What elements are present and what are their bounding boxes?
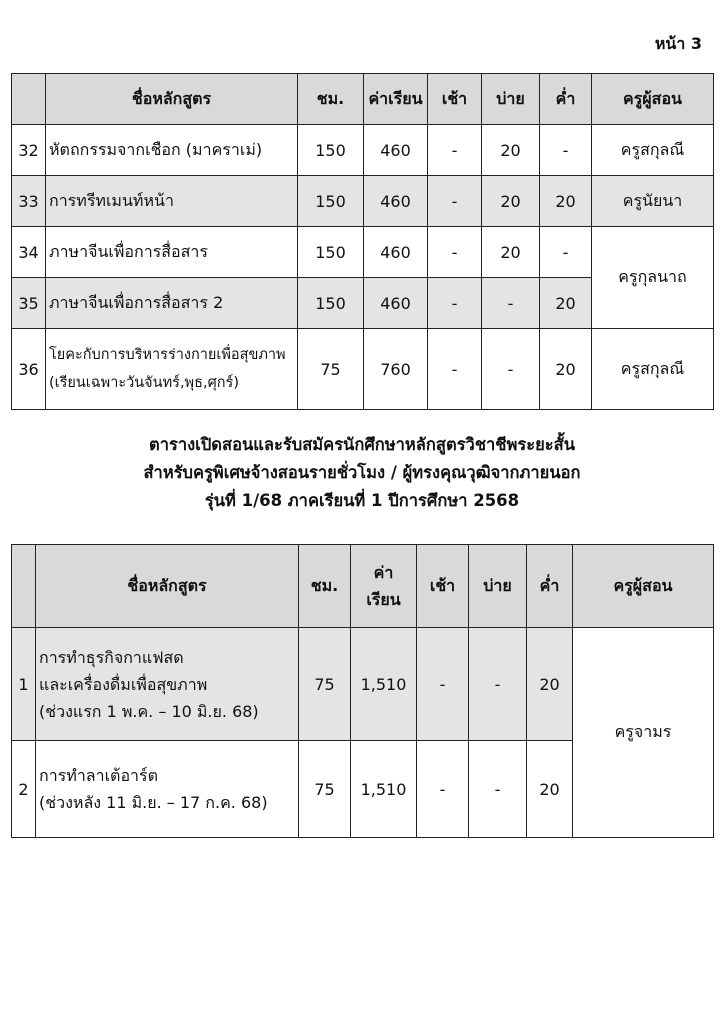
- course-name: [36, 741, 299, 838]
- morning: -: [428, 329, 482, 410]
- afternoon: -: [469, 741, 527, 838]
- row-no: 34: [12, 227, 46, 278]
- header-hours: ชม.: [298, 74, 364, 125]
- evening: -: [540, 125, 592, 176]
- fee: 460: [364, 278, 428, 329]
- table-row: [12, 628, 714, 741]
- course-name: [36, 628, 299, 741]
- course-table-2: [11, 544, 714, 838]
- fee: 1,510: [351, 628, 417, 741]
- evening: 20: [540, 329, 592, 410]
- header-evening: ค่ำ: [527, 545, 573, 628]
- header-no: [12, 545, 36, 628]
- course-table-1: [11, 73, 714, 410]
- morning: -: [417, 628, 469, 741]
- course-name: การทรีทเมนท์หน้า: [46, 176, 298, 227]
- fee: 1,510: [351, 741, 417, 838]
- evening: 20: [540, 176, 592, 227]
- table-row: [12, 125, 714, 176]
- table-row: [12, 329, 714, 410]
- header-fee-line-2: เรียน: [366, 590, 401, 609]
- row-no: 1: [12, 628, 36, 741]
- teacher: ครูสกุลณี: [592, 329, 714, 410]
- row-no: 35: [12, 278, 46, 329]
- header-teacher: ครูผู้สอน: [592, 74, 714, 125]
- teacher: ครูนัยนา: [592, 176, 714, 227]
- title-line-1: ตารางเปิดสอนและรับสมัครนักศึกษาหลักสูตรวิชาชีพระยะสั้น: [149, 435, 575, 454]
- evening: -: [540, 227, 592, 278]
- course-name-line-2: (ช่วงหลัง 11 มิ.ย. – 17 ก.ค. 68): [39, 793, 268, 812]
- row-no: 33: [12, 176, 46, 227]
- course-name: ภาษาจีนเพื่อการสื่อสาร 2: [46, 278, 298, 329]
- course-name-line-2: และเครื่องดื่มเพื่อสุขภาพ: [39, 674, 208, 694]
- header-hours: ชม.: [299, 545, 351, 628]
- course-name-line-3: (ช่วงแรก 1 พ.ค. – 10 มิ.ย. 68): [39, 701, 259, 721]
- afternoon: 20: [482, 227, 540, 278]
- afternoon: 20: [482, 176, 540, 227]
- fee: 460: [364, 125, 428, 176]
- header-course: ชื่อหลักสูตร: [46, 74, 298, 125]
- evening: 20: [540, 278, 592, 329]
- section-title: [0, 431, 724, 515]
- course-name-line-1: โยคะกับการบริหารร่างกายเพื่อสุขภาพ: [49, 347, 286, 363]
- hours: 150: [298, 176, 364, 227]
- title-line-2: สำหรับครูพิเศษจ้างสอนรายชั่วโมง / ผู้ทรงคุณวุฒิจากภายนอก: [143, 463, 581, 482]
- afternoon: -: [469, 628, 527, 741]
- hours: 150: [298, 278, 364, 329]
- course-name-line-1: การทำลาเต้อาร์ต: [39, 766, 159, 785]
- table-header-row: [12, 545, 714, 628]
- teacher: ครูกุลนาถ: [592, 227, 714, 329]
- course-name-line-2: (เรียนเฉพาะวันจันทร์,พุธ,ศุกร์): [49, 375, 239, 391]
- fee: 460: [364, 176, 428, 227]
- fee: 460: [364, 227, 428, 278]
- header-morning: เช้า: [428, 74, 482, 125]
- page-number: หน้า 3: [654, 34, 702, 53]
- evening: 20: [527, 741, 573, 838]
- morning: -: [428, 278, 482, 329]
- morning: -: [428, 125, 482, 176]
- header-no: [12, 74, 46, 125]
- teacher: ครูสกุลณี: [592, 125, 714, 176]
- afternoon: -: [482, 278, 540, 329]
- header-teacher: ครูผู้สอน: [573, 545, 714, 628]
- hours: 150: [298, 125, 364, 176]
- row-no: 32: [12, 125, 46, 176]
- table-row: [12, 176, 714, 227]
- fee: 760: [364, 329, 428, 410]
- morning: -: [428, 227, 482, 278]
- header-afternoon: บ่าย: [482, 74, 540, 125]
- course-name: หัตถกรรมจากเชือก (มาคราเม่): [46, 125, 298, 176]
- hours: 75: [298, 329, 364, 410]
- header-fee: ค่าเรียน: [364, 74, 428, 125]
- morning: -: [428, 176, 482, 227]
- header-afternoon: บ่าย: [469, 545, 527, 628]
- hours: 150: [298, 227, 364, 278]
- row-no: 36: [12, 329, 46, 410]
- morning: -: [417, 741, 469, 838]
- course-name: ภาษาจีนเพื่อการสื่อสาร: [46, 227, 298, 278]
- course-name-line-1: การทำธุรกิจกาแฟสด: [39, 647, 184, 667]
- hours: 75: [299, 741, 351, 838]
- teacher: ครูจามร: [573, 628, 714, 838]
- header-fee-line-1: ค่า: [373, 563, 394, 582]
- header-fee: [351, 545, 417, 628]
- header-evening: ค่ำ: [540, 74, 592, 125]
- afternoon: 20: [482, 125, 540, 176]
- table-row: [12, 227, 714, 278]
- afternoon: -: [482, 329, 540, 410]
- evening: 20: [527, 628, 573, 741]
- hours: 75: [299, 628, 351, 741]
- title-line-3: รุ่นที่ 1/68 ภาคเรียนที่ 1 ปีการศึกษา 2568: [204, 491, 520, 510]
- header-course: ชื่อหลักสูตร: [36, 545, 299, 628]
- course-name: [46, 329, 298, 410]
- table-header-row: [12, 74, 714, 125]
- row-no: 2: [12, 741, 36, 838]
- header-morning: เช้า: [417, 545, 469, 628]
